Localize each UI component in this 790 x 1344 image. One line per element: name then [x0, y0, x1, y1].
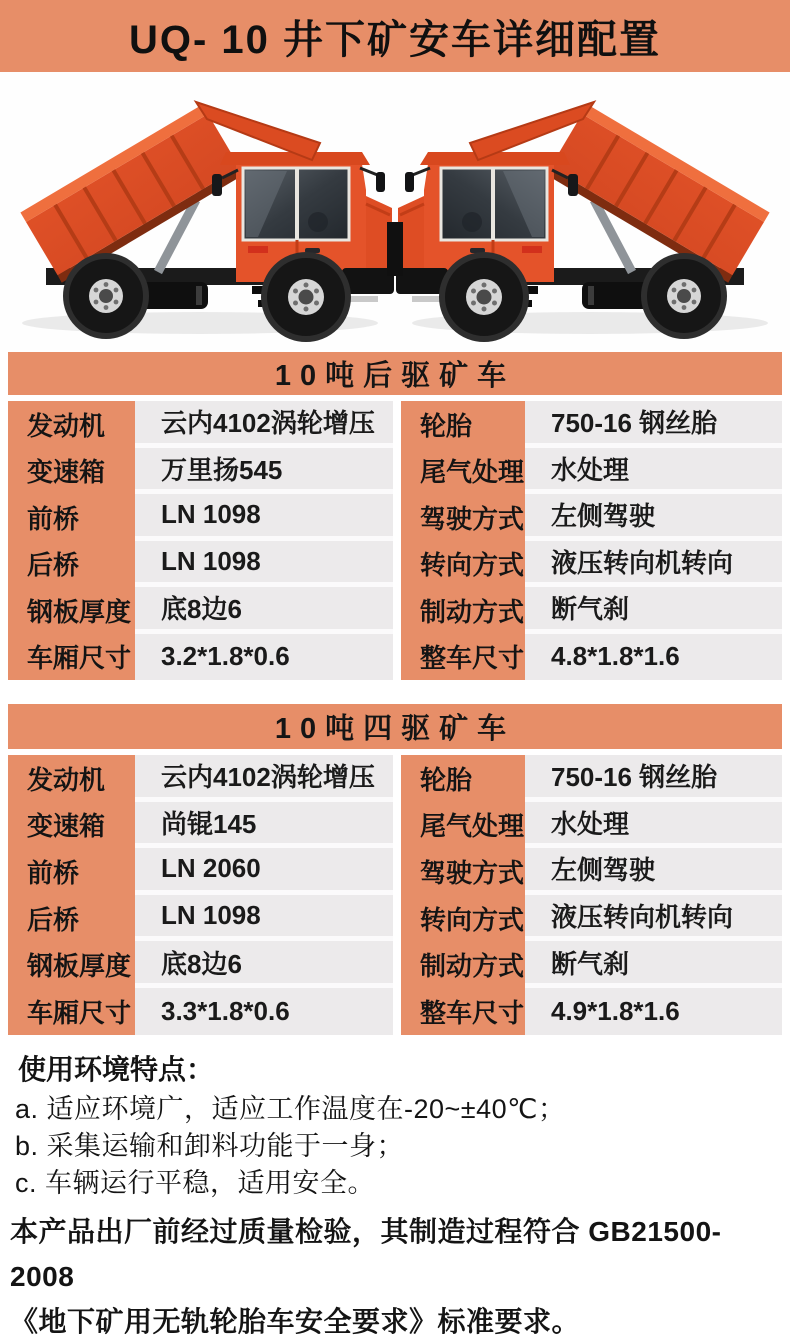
spec-value-cell: LN 1098: [135, 494, 393, 541]
spec-label-cell: 驾驶方式: [401, 494, 525, 541]
spec-value-cell: 750-16 钢丝胎: [525, 401, 782, 448]
note-item-a: a. 适应环境广，适应工作温度在-20~±40℃；: [15, 1094, 566, 1124]
spec-value-cell: 底8边6: [135, 587, 393, 634]
spec-value-cell: 3.3*1.8*0.6: [135, 988, 393, 1035]
spec-value-cell: 3.2*1.8*0.6: [135, 634, 393, 681]
column-gap: [393, 895, 401, 942]
spec-label-cell: 制动方式: [401, 587, 525, 634]
spec-value-cell: 云内4102涡轮增压: [135, 755, 393, 802]
spec-value-cell: 4.9*1.8*1.6: [525, 988, 782, 1035]
column-gap: [393, 755, 401, 802]
spec-value-cell: 左侧驾驶: [525, 848, 782, 895]
note-item-c: c. 车辆运行平稳，适用安全。: [15, 1168, 376, 1198]
spec-label-cell: 变速箱: [8, 802, 135, 849]
spec-value-cell: 水处理: [525, 448, 782, 495]
truck-image-left: [0, 72, 395, 344]
note-item-b: b. 采集运输和卸料功能于一身；: [15, 1131, 405, 1161]
truck-image-right: [395, 72, 790, 344]
spec-label-cell: 驾驶方式: [401, 848, 525, 895]
dump-truck-illustration: [0, 72, 395, 344]
spec-label-cell: 转向方式: [401, 541, 525, 588]
spec-label-cell: 变速箱: [8, 448, 135, 495]
truck-images-section: [0, 72, 790, 350]
spec-value-cell: 750-16 钢丝胎: [525, 755, 782, 802]
dump-truck-illustration-mirrored: [395, 72, 790, 344]
spec-label-cell: 发动机: [8, 755, 135, 802]
spec-value-cell: LN 1098: [135, 541, 393, 588]
spec-table-rear-drive: [8, 401, 782, 680]
spec-label-cell: 前桥: [8, 494, 135, 541]
column-gap: [393, 848, 401, 895]
quality-statement-line1: 本产品出厂前经过质量检验，其制造过程符合 GB21500-2008: [10, 1216, 722, 1292]
spec-value-cell: 云内4102涡轮增压: [135, 401, 393, 448]
title-bar: [0, 0, 790, 72]
spec-label-cell: 后桥: [8, 895, 135, 942]
quality-statement-line2: 《地下矿用无轨轮胎车安全要求》标准要求。: [10, 1306, 581, 1337]
spec-label-cell: 钢板厚度: [8, 941, 135, 988]
spec-label-cell: 轮胎: [401, 401, 525, 448]
spec-label-cell: 车厢尺寸: [8, 988, 135, 1035]
column-gap: [393, 988, 401, 1035]
spec-value-cell: 尚锟145: [135, 802, 393, 849]
spec-value-cell: 万里扬545: [135, 448, 393, 495]
column-gap: [393, 448, 401, 495]
table-title-rear-drive: 10吨后驱矿车: [8, 352, 782, 395]
spec-label-cell: 发动机: [8, 401, 135, 448]
spec-value-cell: 4.8*1.8*1.6: [525, 634, 782, 681]
spec-label-cell: 前桥: [8, 848, 135, 895]
spec-label-cell: 尾气处理: [401, 802, 525, 849]
spec-value-cell: 底8边6: [135, 941, 393, 988]
column-gap: [393, 941, 401, 988]
spec-label-cell: 轮胎: [401, 755, 525, 802]
spec-value-cell: 左侧驾驶: [525, 494, 782, 541]
spec-value-cell: 断气刹: [525, 941, 782, 988]
spec-label-cell: 尾气处理: [401, 448, 525, 495]
spec-value-cell: 液压转向机转向: [525, 541, 782, 588]
page-title: UQ- 10 井下矿安车详细配置: [128, 17, 662, 62]
spec-label-cell: 车厢尺寸: [8, 634, 135, 681]
spec-value-cell: 水处理: [525, 802, 782, 849]
column-gap: [393, 802, 401, 849]
column-gap: [393, 401, 401, 448]
spec-label-cell: 转向方式: [401, 895, 525, 942]
spec-value-cell: LN 1098: [135, 895, 393, 942]
column-gap: [393, 541, 401, 588]
spec-table-four-drive: [8, 755, 782, 1035]
column-gap: [393, 634, 401, 681]
spec-label-cell: 制动方式: [401, 941, 525, 988]
column-gap: [393, 587, 401, 634]
spec-value-cell: LN 2060: [135, 848, 393, 895]
spec-label-cell: 钢板厚度: [8, 587, 135, 634]
column-gap: [393, 494, 401, 541]
notes-heading: 使用环境特点：: [18, 1054, 215, 1085]
spec-value-cell: 液压转向机转向: [525, 895, 782, 942]
table-title-four-drive: 10吨四驱矿车: [8, 704, 782, 749]
spec-value-cell: 断气刹: [525, 587, 782, 634]
spec-label-cell: 后桥: [8, 541, 135, 588]
spec-label-cell: 整车尺寸: [401, 988, 525, 1035]
spec-label-cell: 整车尺寸: [401, 634, 525, 681]
